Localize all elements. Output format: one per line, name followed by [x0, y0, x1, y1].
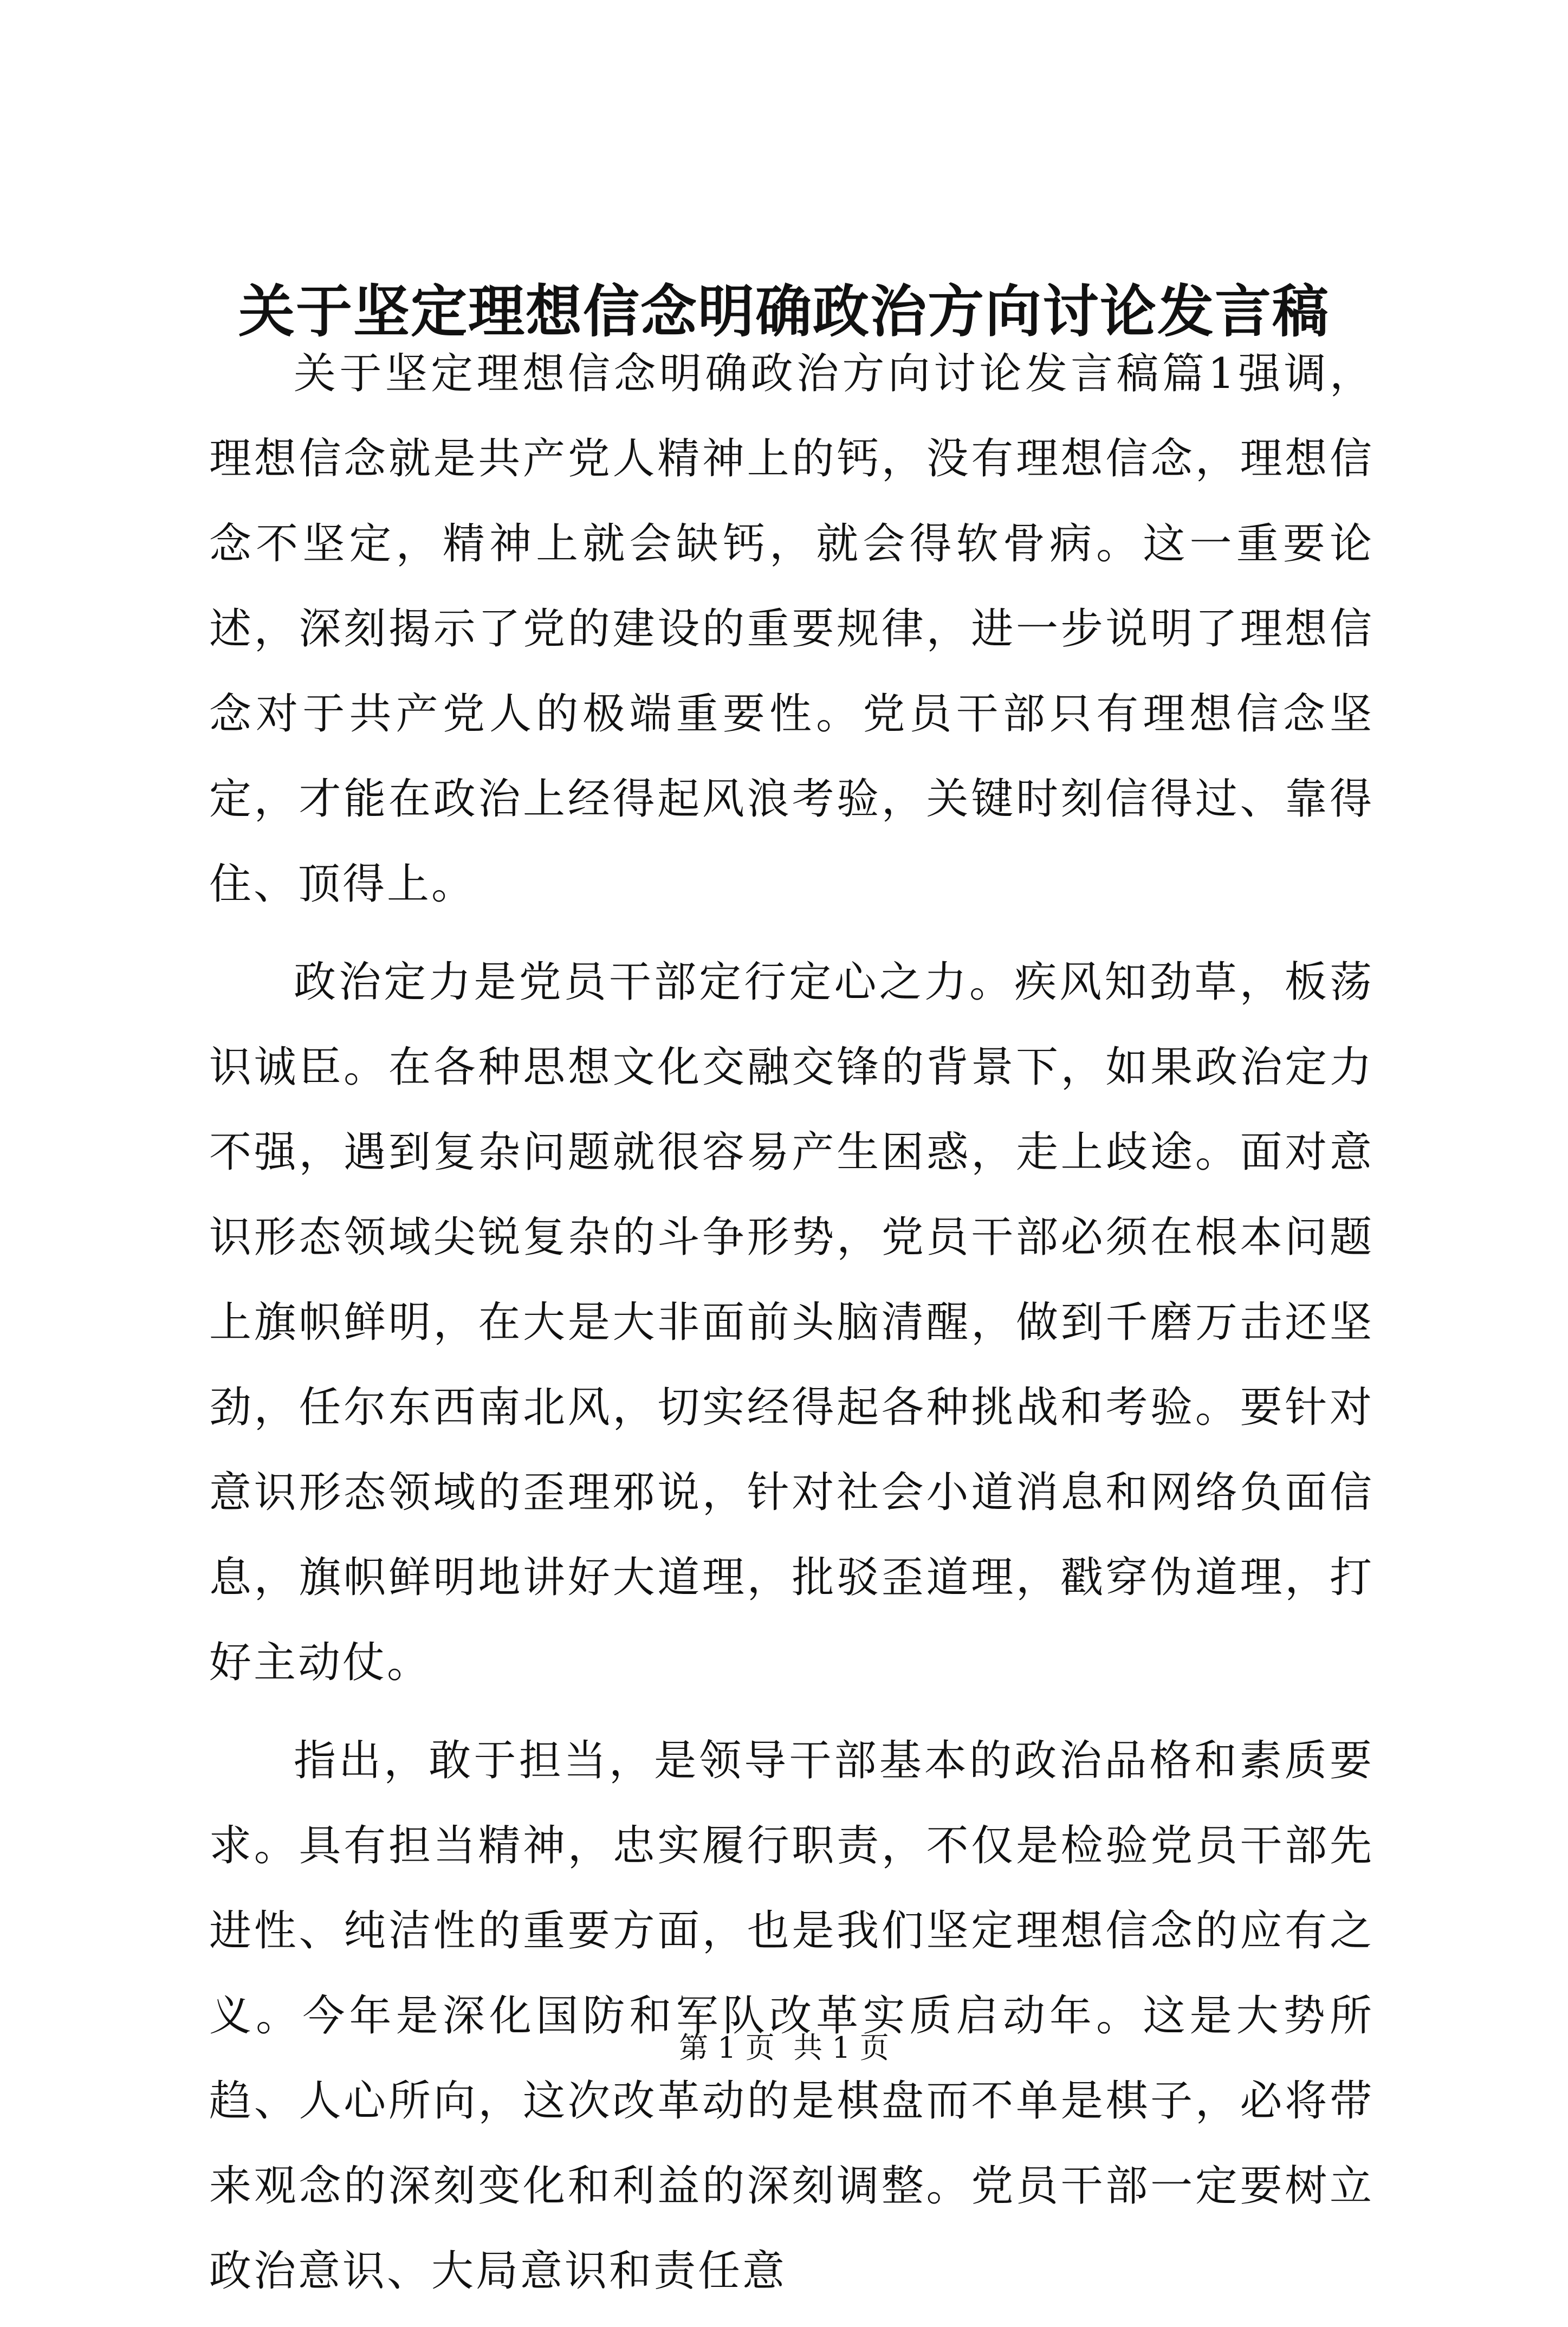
page-footer [0, 2026, 1568, 2070]
document-title: 关于坚定理想信念明确政治方向讨论发言稿 [238, 278, 1330, 345]
page-total: 共 1 页 [793, 2031, 889, 2065]
paragraph-1: 关于坚定理想信念明确政治方向讨论发言稿篇1强调，理想信念就是共产党人精神上的钙，没有理想信念，理想信念不坚定，精神上就会缺钙，就会得软骨病。这一重要论述，深刻揭示了党的建设的重要规律，进一步说明了理想信念对于共产党人的极端重要性。党员干部只有理想信念坚定，才能在政治上经得起风浪考验，关键时刻信得过、靠得住、顶得上。 [209, 349, 1374, 909]
paragraph-2: 政治定力是党员干部定行定心之力。疾风知劲草，板荡识诚臣。在各种思想文化交融交锋的背景下，如果政治定力不强，遇到复杂问题就很容易产生困惑，走上歧途。面对意识形态领域尖锐复杂的斗争形势，党员干部必须在根本问题上旗帜鲜明，在大是大非面前头脑清醒，做到千磨万击还坚劲，任尔东西南北风，切实经得起各种挑战和考验。要针对意识形态领域的歪理邪说，针对社会小道消息和网络负面信息，旗帜鲜明地讲好大道理，批驳歪道理，戳穿伪道理，打好主动仗。 [209, 958, 1374, 1687]
page-number: 第 1 页 [679, 2031, 775, 2065]
paragraph-3: 指出，敢于担当，是领导干部基本的政治品格和素质要求。具有担当精神，忠实履行职责，不仅是检验党员干部先进性、纯洁性的重要方面，也是我们坚定理想信念的应有之义。今年是深化国防和军队改革实质启动年。这是大势所趋、人心所向，这次改革动的是棋盘而不单是棋子，必将带来观念的深刻变化和利益的深刻调整。党员干部一定要树立政治意识、大局意识和责任意 [209, 1736, 1374, 2296]
